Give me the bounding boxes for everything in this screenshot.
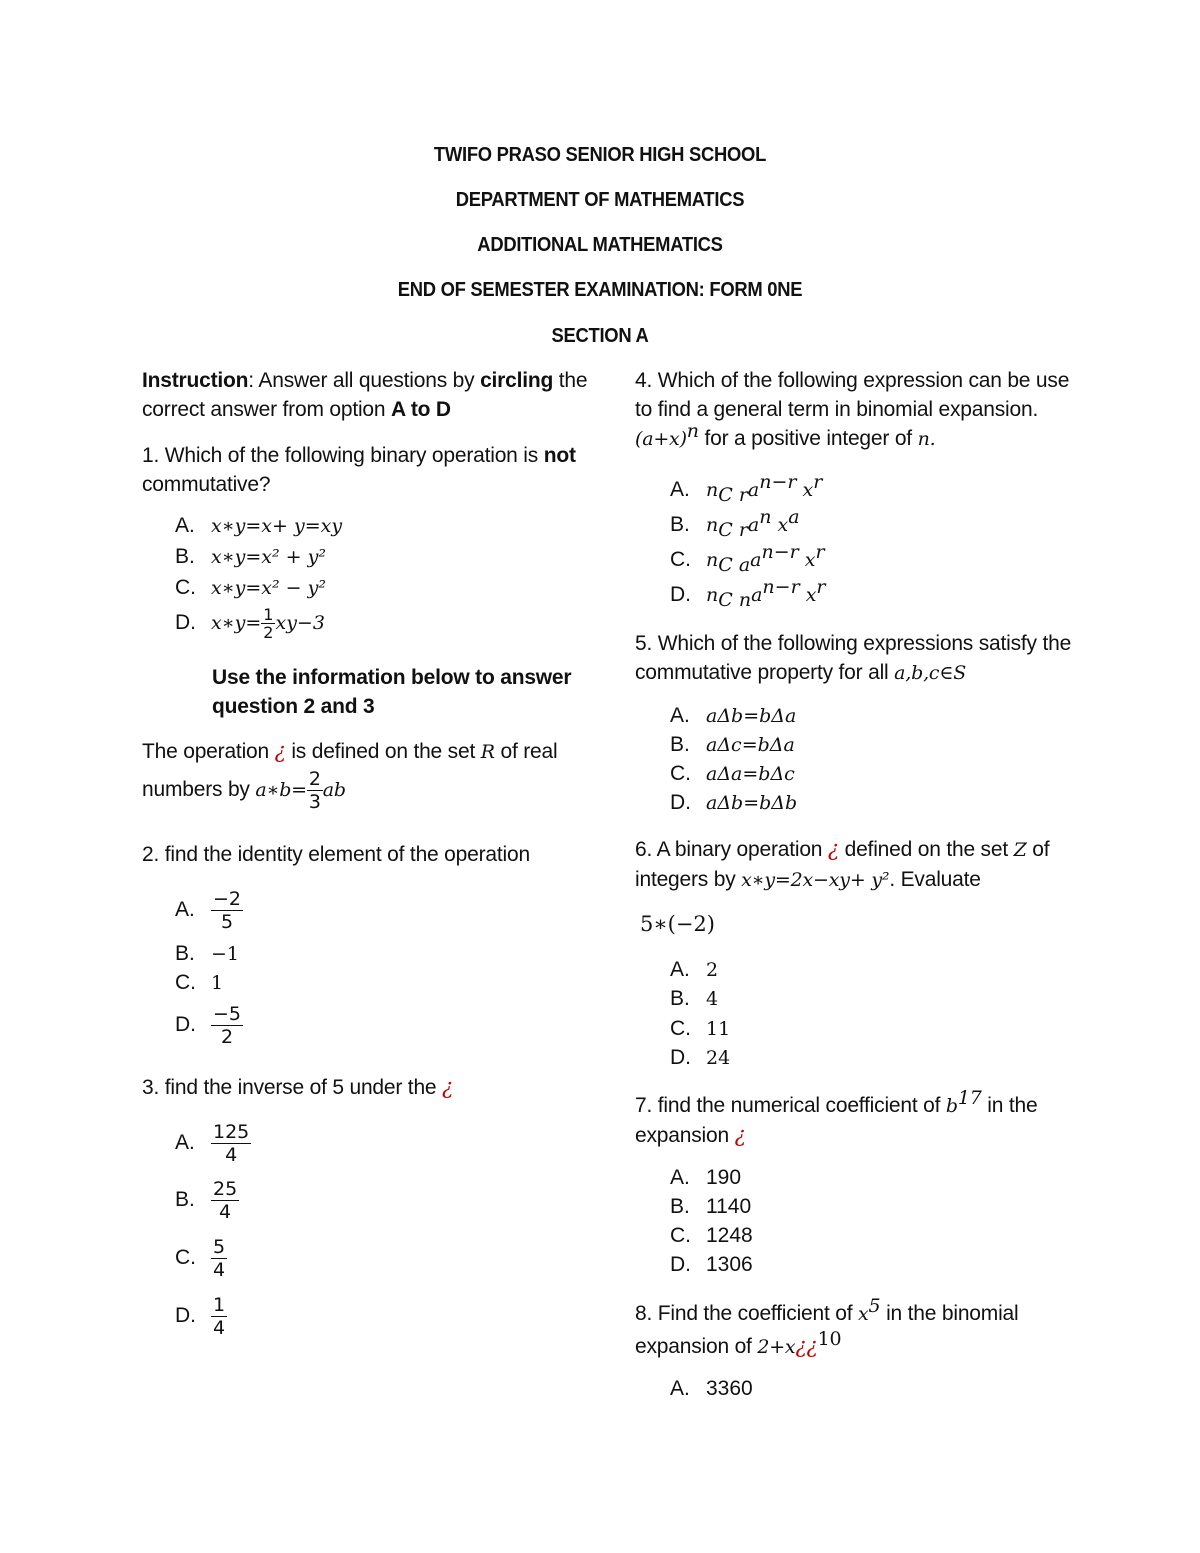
definition-expr-2: ab xyxy=(322,779,346,802)
q1-option-b[interactable] xyxy=(175,545,326,569)
exponent: n xyxy=(759,506,772,528)
fraction xyxy=(211,1294,227,1339)
subscript: C a xyxy=(718,554,751,577)
exponent: n−r xyxy=(761,541,799,563)
question-7-text-3: expansion xyxy=(635,1124,735,1147)
option-value: −1 xyxy=(211,943,240,965)
option-label: B. xyxy=(670,1195,690,1218)
option-value: 1140 xyxy=(706,1195,752,1218)
set-symbol: Z xyxy=(1013,839,1027,861)
question-6-text-2: defined on the set xyxy=(838,838,1014,861)
q6-option-b[interactable] xyxy=(670,987,718,1011)
operation-symbol: ¿ xyxy=(827,837,839,861)
q6-option-a[interactable] xyxy=(670,958,718,982)
option-label: A. xyxy=(670,478,690,501)
q6-option-d[interactable] xyxy=(670,1046,730,1070)
q6-option-c[interactable] xyxy=(670,1017,730,1041)
denominator: 3 xyxy=(308,791,321,813)
option-label: C. xyxy=(670,762,691,785)
option-label: B. xyxy=(175,545,195,568)
option-label: C. xyxy=(670,1224,691,1247)
question-7-text-2: in the xyxy=(981,1094,1038,1117)
denominator: 4 xyxy=(213,1317,226,1339)
operation-symbol: ¿ xyxy=(274,739,286,763)
q2-option-b[interactable] xyxy=(175,942,239,966)
subscript: C r xyxy=(718,484,748,507)
section-title: SECTION A xyxy=(551,325,649,347)
option-expr: aΔa=bΔc xyxy=(706,763,795,785)
option-label: D. xyxy=(670,791,691,814)
option-value: 11 xyxy=(706,1018,731,1040)
option-expr-2: a xyxy=(747,479,760,501)
info-definition xyxy=(142,768,592,813)
question-5-line-2: commutative property for all xyxy=(635,661,895,684)
option-label: B. xyxy=(670,513,690,536)
option-label: A. xyxy=(175,1131,195,1155)
question-2-text: 2. find the identity element of the operation xyxy=(142,843,530,866)
info-heading: Use the information below to answer question 2 and 3 xyxy=(212,666,572,718)
question-2 xyxy=(142,840,592,869)
question-3-text: 3. find the inverse of 5 under the xyxy=(142,1076,443,1099)
option-value: 190 xyxy=(706,1166,742,1189)
department-name: DEPARTMENT OF MATHEMATICS xyxy=(455,189,745,211)
info-text-2: is defined on the set xyxy=(285,740,481,763)
question-5-line-1: 5. Which of the following expressions satisfy the xyxy=(635,632,1072,655)
question-6-text-3: of xyxy=(1026,838,1050,861)
option-label: A. xyxy=(670,1377,690,1400)
variable: x xyxy=(858,1303,869,1325)
numerator: −2 xyxy=(213,888,242,910)
option-label: D. xyxy=(670,583,691,606)
option-value: 2 xyxy=(706,959,719,981)
option-expr-2: xy−3 xyxy=(275,612,325,635)
option-label: D. xyxy=(670,1046,691,1069)
fraction xyxy=(211,1121,251,1166)
option-label: A. xyxy=(175,898,195,922)
fraction xyxy=(307,768,323,813)
operation-symbol: ¿ xyxy=(442,1075,454,1099)
q2-option-a[interactable] xyxy=(175,888,243,933)
question-1-text: 1. Which of the following binary operation is xyxy=(142,444,544,467)
question-4-line-2: to find a general term in binomial expansion. xyxy=(635,398,1039,421)
definition-expr: a∗b= xyxy=(255,779,307,802)
school-name: TWIFO PRASO SENIOR HIGH SCHOOL xyxy=(433,144,767,166)
exam-title: END OF SEMESTER EXAMINATION: FORM 0NE xyxy=(397,279,803,301)
q2-option-d[interactable] xyxy=(175,1003,243,1048)
q5-option-b[interactable] xyxy=(670,733,795,757)
q7-option-b[interactable] xyxy=(670,1195,751,1219)
option-value: 1248 xyxy=(706,1224,753,1247)
operation-symbol: ¿ xyxy=(734,1123,746,1147)
exponent-2: a xyxy=(788,506,800,528)
option-expr-3: x xyxy=(799,584,817,606)
numerator: 1 xyxy=(213,1294,226,1316)
info-text xyxy=(142,737,592,767)
exponent: n−r xyxy=(759,471,797,493)
fraction xyxy=(261,606,275,641)
denominator: 2 xyxy=(220,1026,234,1048)
option-label: B. xyxy=(670,733,690,756)
option-expr: n xyxy=(706,549,719,571)
question-8-text: 8. Find the coefficient of xyxy=(635,1302,859,1325)
set-symbol: R xyxy=(480,741,495,763)
q1-option-d[interactable] xyxy=(175,606,325,641)
subject-title: ADDITIONAL MATHEMATICS xyxy=(477,234,723,256)
exponent: 17 xyxy=(957,1087,982,1109)
exponent-2: 10 xyxy=(817,1328,842,1350)
option-expr: n xyxy=(706,514,719,536)
subscript: C n xyxy=(718,589,752,612)
q4-option-b[interactable] xyxy=(670,506,800,542)
instruction-text: : Answer all questions by xyxy=(248,369,481,392)
option-expr: x∗y= xyxy=(211,612,262,635)
question-6-text-5: . Evaluate xyxy=(889,868,981,891)
option-label: D. xyxy=(670,1253,691,1276)
option-value: 24 xyxy=(706,1047,731,1069)
denominator: 2 xyxy=(263,623,274,642)
q4-option-c[interactable] xyxy=(670,541,825,577)
option-expr: aΔb=bΔa xyxy=(706,705,797,727)
info-text-3: of real xyxy=(494,740,558,763)
option-label: C. xyxy=(670,548,691,571)
option-label: A. xyxy=(670,958,690,981)
question-5 xyxy=(635,629,1105,688)
numerator: 2 xyxy=(308,768,321,790)
option-value: 4 xyxy=(706,988,719,1010)
fraction xyxy=(211,1236,227,1281)
option-expr-3: x xyxy=(796,479,814,501)
operation-symbol: ¿¿ xyxy=(795,1334,818,1358)
instruction-bold: circling xyxy=(480,369,554,392)
question-7 xyxy=(635,1087,1105,1150)
option-expr: aΔb=bΔb xyxy=(706,792,798,814)
operation-expr: x∗y=2x−xy+ y² xyxy=(741,869,890,891)
option-expr: x∗y=x² − y² xyxy=(211,577,326,599)
option-expr-2: a xyxy=(747,514,760,536)
exponent-2: r xyxy=(813,471,823,493)
question-4 xyxy=(635,366,1105,454)
question-6 xyxy=(635,835,1105,895)
numerator: 1 xyxy=(263,605,274,624)
exponent: 5 xyxy=(868,1295,881,1317)
q3-option-c[interactable] xyxy=(175,1236,227,1281)
q4-option-d[interactable] xyxy=(670,576,826,612)
option-expr: aΔc=bΔa xyxy=(706,734,795,756)
q1-option-a[interactable] xyxy=(175,514,342,538)
question-4-text: for a positive integer of xyxy=(698,427,918,450)
option-expr: x∗y=x+ y=xy xyxy=(211,515,343,537)
option-label: B. xyxy=(175,942,195,965)
q2-option-c[interactable] xyxy=(175,971,223,995)
option-label: C. xyxy=(670,1017,691,1040)
question-7-text: 7. find the numerical coefficient of xyxy=(635,1094,946,1117)
denominator: 5 xyxy=(220,911,234,933)
question-8-text-3: expansion of xyxy=(635,1335,758,1358)
option-value: 1 xyxy=(211,972,224,994)
q3-option-a[interactable] xyxy=(175,1121,251,1166)
option-value: 3360 xyxy=(706,1377,753,1400)
option-label: C. xyxy=(175,971,196,994)
instruction-block xyxy=(142,366,592,424)
q5-option-c[interactable] xyxy=(670,762,795,786)
option-label: D. xyxy=(175,611,196,635)
subscript: C r xyxy=(718,519,748,542)
option-expr-2: a xyxy=(750,549,762,571)
q7-option-c[interactable] xyxy=(670,1224,753,1248)
q1-option-c[interactable] xyxy=(175,576,326,600)
info-text-4: numbers by xyxy=(142,778,256,802)
q5-option-d[interactable] xyxy=(670,791,797,815)
instruction-text-2: the correct answer from option xyxy=(142,369,588,421)
option-expr: n xyxy=(706,584,719,606)
evaluate-expr: 5∗(−2) xyxy=(640,912,715,936)
question-8-text-2: in the binomial xyxy=(880,1302,1019,1325)
fraction xyxy=(211,1178,239,1223)
question-8 xyxy=(635,1295,1105,1362)
option-expr: n xyxy=(706,479,719,501)
info-text-1: The operation xyxy=(142,740,275,763)
denominator: 4 xyxy=(225,1144,238,1166)
option-label: A. xyxy=(670,1166,690,1189)
option-label: B. xyxy=(175,1188,195,1212)
set-expr: a,b,c∈S xyxy=(894,662,967,684)
question-1-bold: not xyxy=(543,444,576,467)
option-label: A. xyxy=(175,514,195,537)
question-1-text-2: commutative? xyxy=(142,473,271,496)
question-6-text: 6. A binary operation xyxy=(635,838,828,861)
q5-option-a[interactable] xyxy=(670,704,796,728)
option-label: D. xyxy=(175,1304,196,1328)
q3-option-d[interactable] xyxy=(175,1294,227,1339)
q4-option-a[interactable] xyxy=(670,471,823,507)
question-4-line-1: 4. Which of the following expression can be use xyxy=(635,369,1070,392)
question-6-text-4: integers by xyxy=(635,868,742,891)
q7-option-a[interactable] xyxy=(670,1166,741,1190)
question-3 xyxy=(142,1073,592,1102)
fraction xyxy=(211,888,243,933)
binomial-expr: (a+x) xyxy=(635,428,687,450)
option-label: C. xyxy=(175,576,196,599)
option-expr: x∗y=x² + y² xyxy=(211,546,326,568)
instruction-label: Instruction xyxy=(142,369,249,392)
option-value: 1306 xyxy=(706,1253,753,1276)
q8-option-a[interactable] xyxy=(670,1377,753,1401)
q7-option-d[interactable] xyxy=(670,1253,753,1277)
option-label: A. xyxy=(670,704,690,727)
question-1 xyxy=(142,441,592,499)
option-expr-2: a xyxy=(751,584,763,606)
exponent-2: r xyxy=(816,576,826,598)
exponent: n xyxy=(686,420,699,442)
q3-option-b[interactable] xyxy=(175,1178,239,1223)
numerator: −5 xyxy=(213,1003,242,1025)
option-label: D. xyxy=(175,1013,196,1037)
instruction-bold-2: A to D xyxy=(391,398,451,421)
option-expr-3: x xyxy=(798,549,816,571)
denominator: 4 xyxy=(213,1259,226,1281)
exponent-2: r xyxy=(815,541,825,563)
variable: b xyxy=(945,1095,958,1117)
numerator: 125 xyxy=(213,1121,250,1143)
exponent: n−r xyxy=(762,576,800,598)
variable: n. xyxy=(917,428,936,450)
option-label: C. xyxy=(175,1246,196,1270)
option-expr-3: x xyxy=(771,514,789,536)
numerator: 5 xyxy=(213,1236,226,1258)
option-label: B. xyxy=(670,987,690,1010)
numerator: 25 xyxy=(213,1178,238,1200)
fraction xyxy=(211,1003,243,1048)
denominator: 4 xyxy=(219,1201,232,1223)
binomial-expr: 2+x xyxy=(757,1336,796,1358)
